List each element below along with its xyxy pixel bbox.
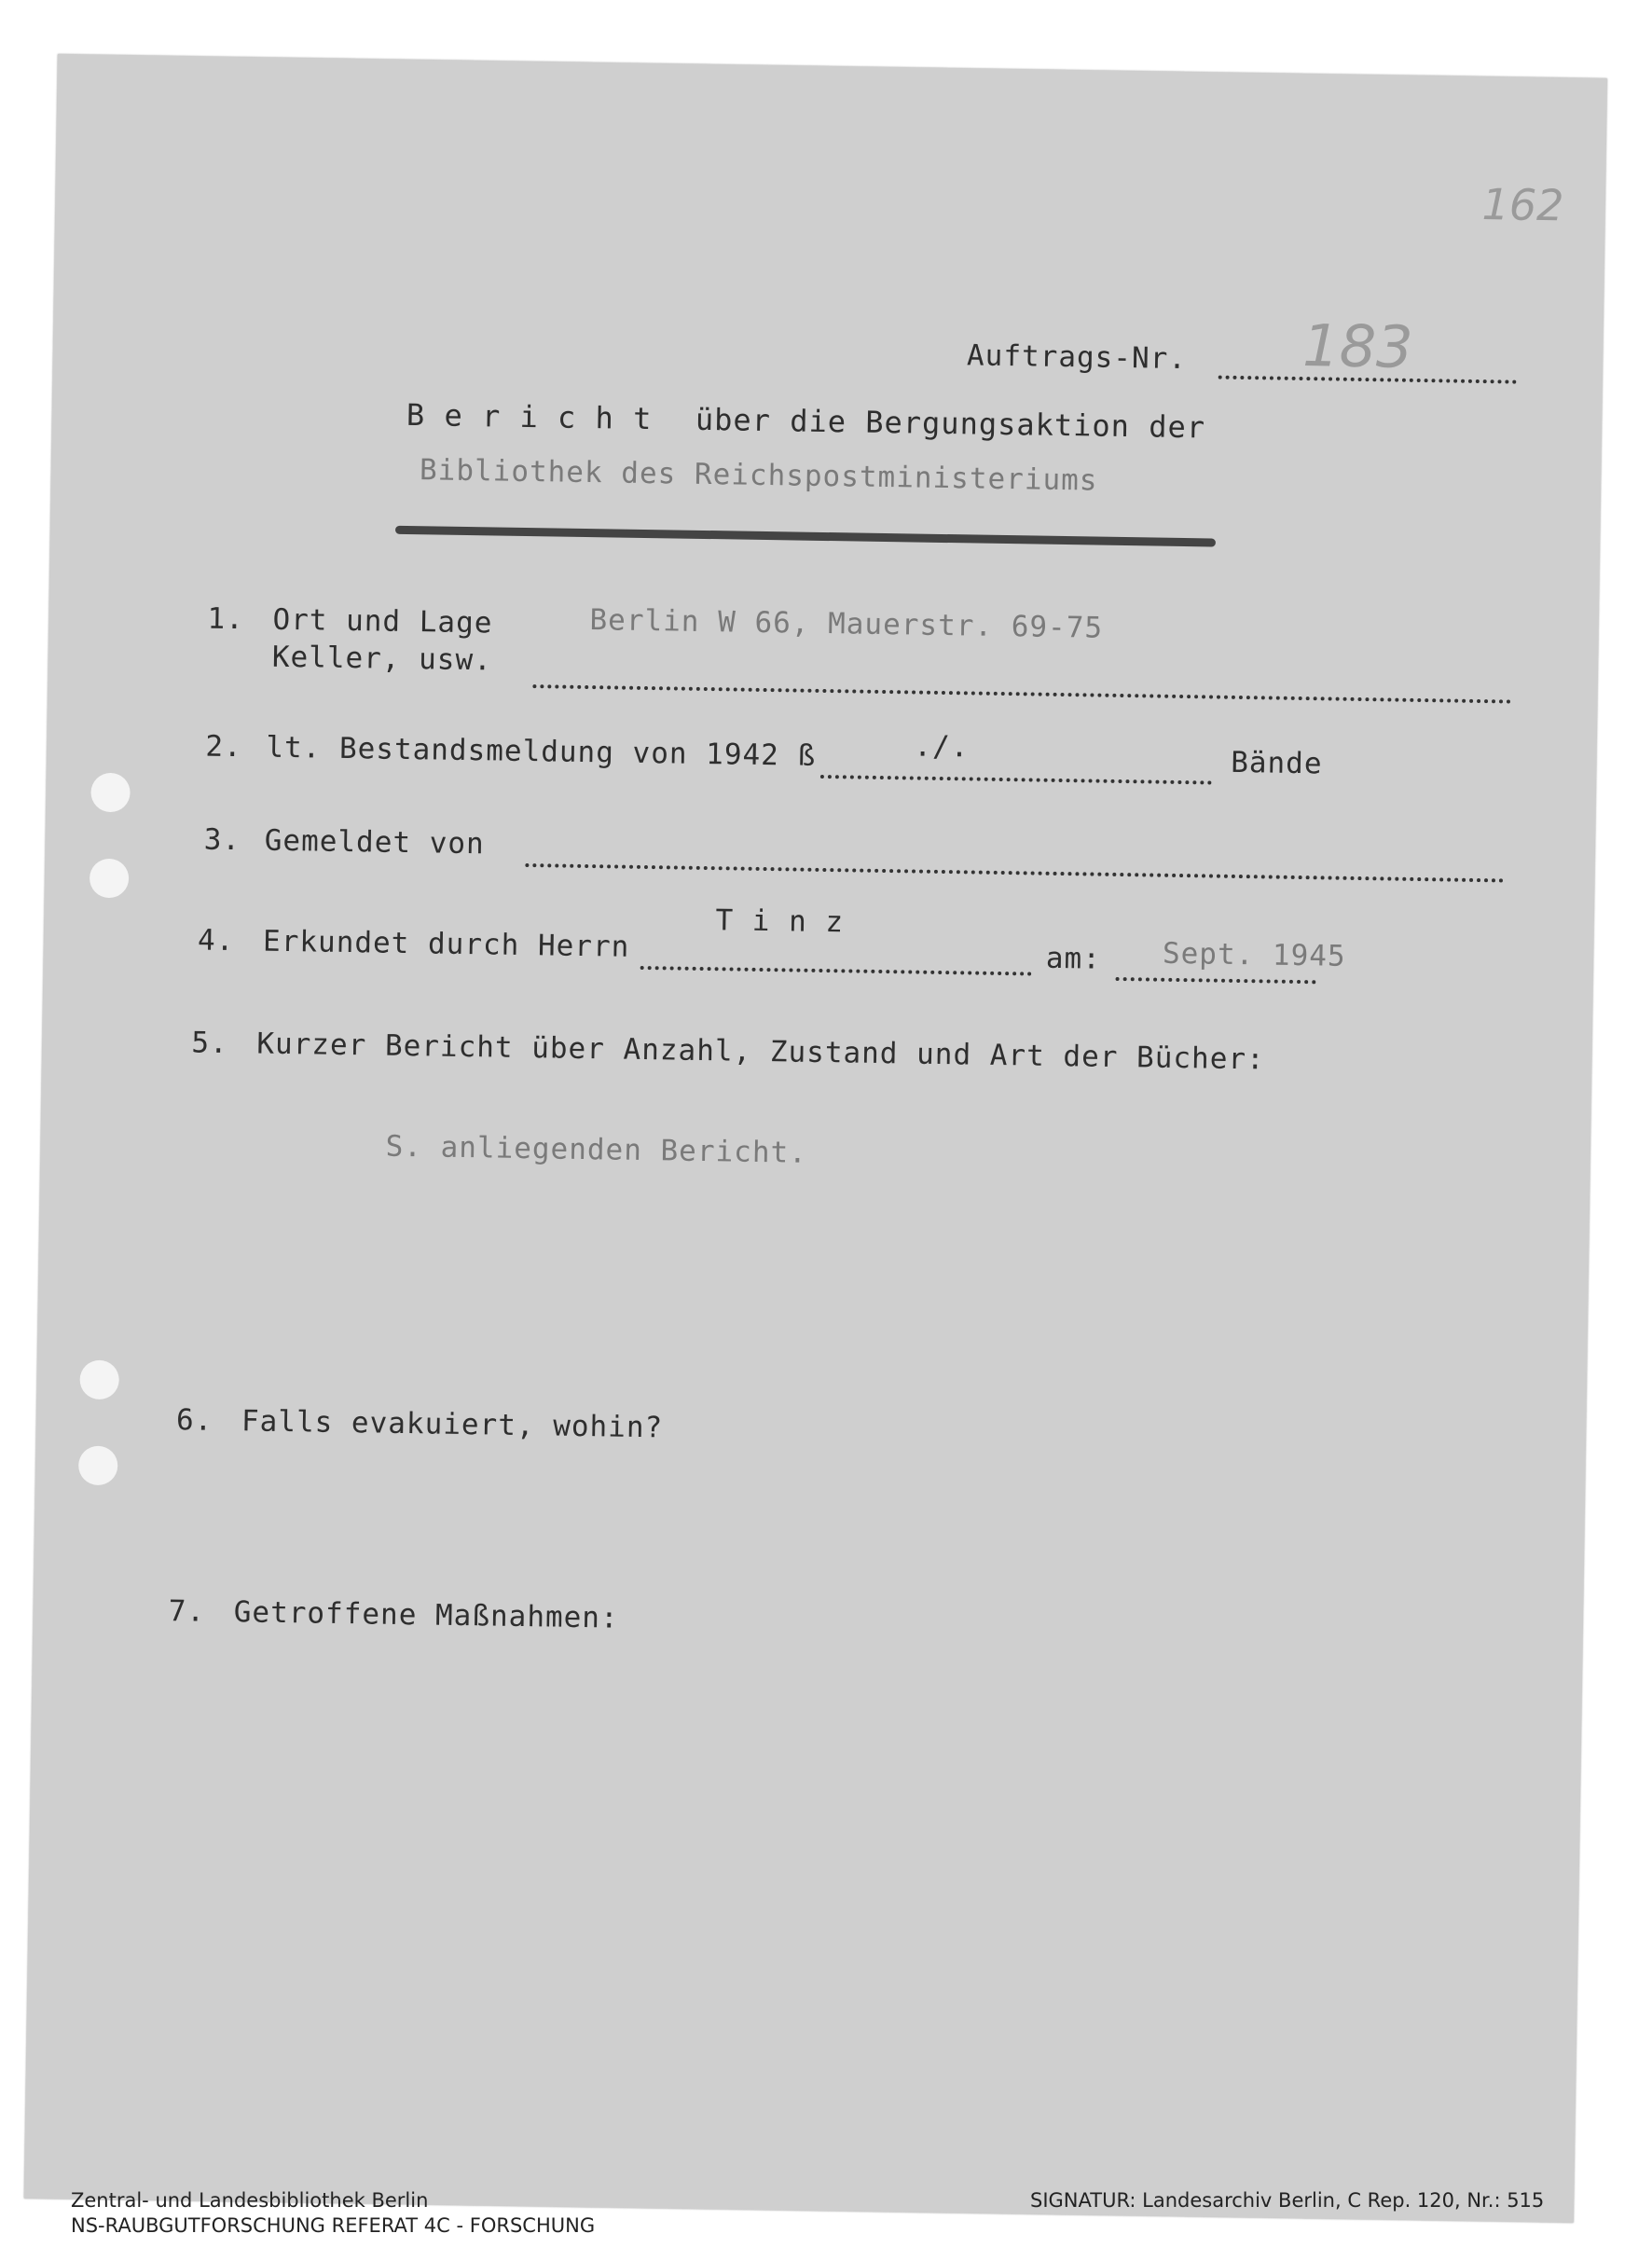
item-3-dotted-line — [525, 863, 1504, 882]
footer-signature: SIGNATUR: Landesarchiv Berlin, C Rep. 120, Nr.: 515 — [1030, 2189, 1545, 2212]
footer-institution: Zentral- und Landesbibliothek Berlin — [71, 2189, 429, 2212]
item-7-number: 7. — [168, 1594, 206, 1629]
item-6-number: 6. — [175, 1403, 213, 1438]
order-label: Auftrags-Nr. — [966, 338, 1188, 377]
item-4-dotted-line — [640, 966, 1032, 976]
item-3-number: 3. — [203, 822, 241, 858]
punch-hole — [90, 773, 131, 813]
item-4-number: 4. — [197, 923, 235, 958]
document-page — [24, 54, 1607, 2223]
heading-underline — [395, 526, 1216, 547]
item-5-number: 5. — [191, 1026, 228, 1060]
item-3-label: Gemeldet von — [264, 823, 485, 862]
heading-library: Bibliothek des Reichspostministeriums — [419, 453, 1098, 498]
heading-rest: über die Bergungsaktion der — [695, 401, 1206, 446]
item-4-date-value: Sept. 1945 — [1162, 936, 1346, 973]
heading-spaced: B e r i c h t — [406, 396, 653, 437]
item-5-value: S. anliegenden Bericht. — [385, 1129, 808, 1170]
order-number: 183 — [1301, 311, 1414, 381]
item-4-date-label: am: — [1045, 941, 1102, 976]
item-5-label: Kurzer Bericht über Anzahl, Zustand und Art der Bücher: — [256, 1027, 1266, 1077]
footer-department: NS-RAUBGUTFORSCHUNG REFERAT 4C - FORSCHUNG — [71, 2214, 596, 2237]
item-6-label: Falls evakuiert, wohin? — [241, 1404, 664, 1445]
item-1-label-2: Keller, usw. — [271, 640, 493, 678]
punch-hole — [78, 1446, 118, 1486]
item-1-number: 1. — [207, 601, 245, 637]
item-2-suffix: Bände — [1230, 745, 1323, 781]
item-2-dotted-line — [820, 775, 1212, 785]
item-1-value: Berlin W 66, Mauerstr. 69-75 — [589, 603, 1104, 645]
item-2-number: 2. — [205, 729, 242, 765]
punch-hole — [79, 1360, 119, 1400]
item-2-label: lt. Bestandsmeldung von 1942 ß — [266, 730, 817, 773]
punch-hole — [89, 859, 130, 899]
page-number: 162 — [1481, 179, 1564, 231]
item-7-label: Getroffene Maßnahmen: — [233, 1595, 619, 1635]
item-4-value: T i n z — [715, 903, 845, 940]
item-1-dotted-line — [532, 684, 1511, 703]
item-4-label: Erkundet durch Herrn — [262, 924, 630, 964]
item-1-label: Ort und Lage — [272, 602, 493, 641]
item-4-date-dotted-line — [1116, 977, 1316, 984]
item-2-value: ./. — [914, 729, 970, 765]
